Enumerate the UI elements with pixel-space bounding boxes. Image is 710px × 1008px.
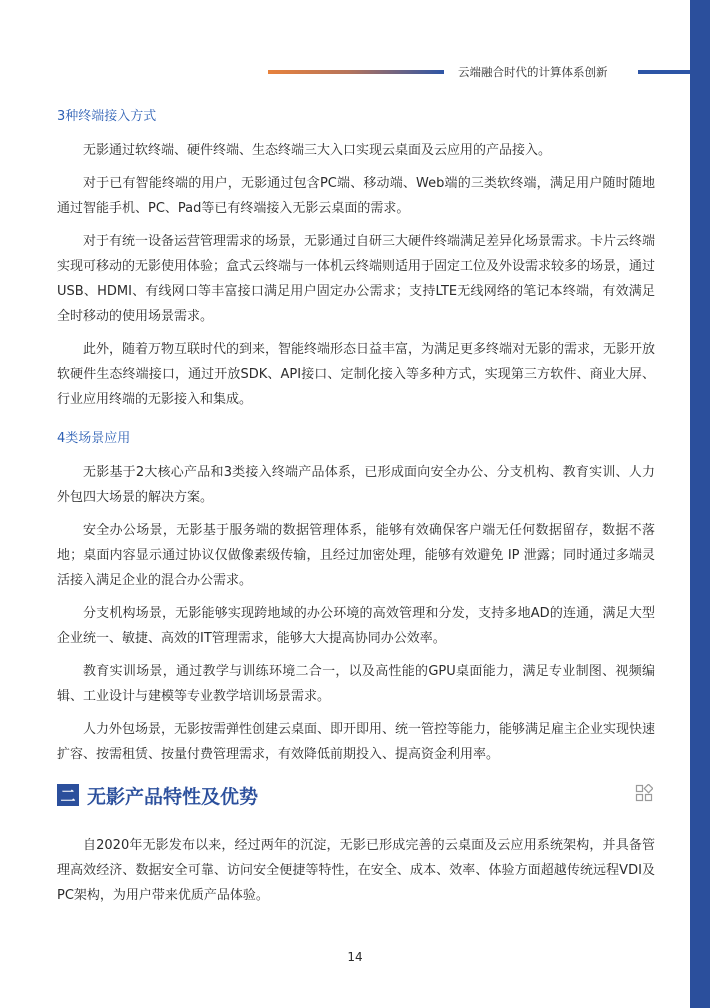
- page-content: [57, 106, 655, 916]
- grid-icon: [635, 784, 653, 806]
- section-number-badge: 二: [57, 784, 79, 806]
- page-number: 14: [347, 950, 363, 964]
- paragraph: 此外，随着万物互联时代的到来，智能终端形态日益丰富，为满足更多终端对无影的需求，无影开放软硬件生态终端接口，通过开放SDK、API接口、定制化接入等多种方式，实现第三方软件、商业大屏、行业应用终端的无影接入和集成。: [57, 342, 656, 407]
- paragraph: 无影通过软终端、硬件终端、生态终端三大入口实现云桌面及云应用的产品接入。: [83, 143, 552, 158]
- terminal-heading: 3种终端接入方式: [57, 109, 157, 124]
- header-right-line: [638, 70, 690, 74]
- paragraph: 安全办公场景，无影基于服务端的数据管理体系，能够有效确保客户端无任何数据留存，数据不落地；桌面内容显示通过协议仅做像素级传输，且经过加密处理，能够有效避免 IP 泄露；同时通过多端灵活接入满足企业的混合办公需求。: [57, 523, 655, 588]
- right-side-bar: [690, 0, 710, 1008]
- paragraph: 分支机构场景，无影能够实现跨地域的办公环境的高效管理和分发，支持多地AD的连通，满足大型企业统一、敏捷、高效的IT管理需求，能够大大提高协同办公效率。: [57, 606, 655, 646]
- section-heading: [57, 781, 655, 809]
- header-gradient-line: [268, 70, 444, 74]
- paragraph: 对于有统一设备运营管理需求的场景，无影通过自研三大硬件终端满足差异化场景需求。卡片云终端实现可移动的无影使用体验；盒式云终端与一体机云终端则适用于固定工位及外设需求较多的场景，通过USB、HDMI、有线网口等丰富接口满足用户固定办公需求；支持LTE无线网络的笔记本终端，有效满足全时移动的使用场景需求。: [57, 234, 656, 324]
- paragraph: 无影基于2大核心产品和3类接入终端产品体系，已形成面向安全办公、分支机构、教育实训、人力外包四大场景的解决方案。: [57, 465, 655, 505]
- section-title: 无影产品特性及优势: [87, 785, 259, 808]
- header-title: 云端融合时代的计算体系创新: [458, 65, 608, 79]
- paragraph: 教育实训场景，通过教学与训练环境二合一，以及高性能的GPU桌面能力，满足专业制图、视频编辑、工业设计与建模等专业教学培训场景需求。: [57, 664, 655, 704]
- paragraph: 人力外包场景，无影按需弹性创建云桌面、即开即用、统一管控等能力，能够满足雇主企业实现快速扩容、按需租赁、按量付费管理需求，有效降低前期投入、提高资金利用率。: [57, 722, 656, 762]
- scenario-heading: 4类场景应用: [57, 431, 131, 446]
- paragraph: 对于已有智能终端的用户，无影通过包含PC端、移动端、Web端的三类软终端，满足用户随时随地通过智能手机、PC、Pad等已有终端接入无影云桌面的需求。: [57, 176, 655, 216]
- paragraph: 自2020年无影发布以来，经过两年的沉淀，无影已形成完善的云桌面及云应用系统架构，并具备管理高效经济、数据安全可靠、访问安全便捷等特性，在安全、成本、效率、体验方面超越传统远程VDI及PC架构，为用户带来优质产品体验。: [57, 838, 655, 903]
